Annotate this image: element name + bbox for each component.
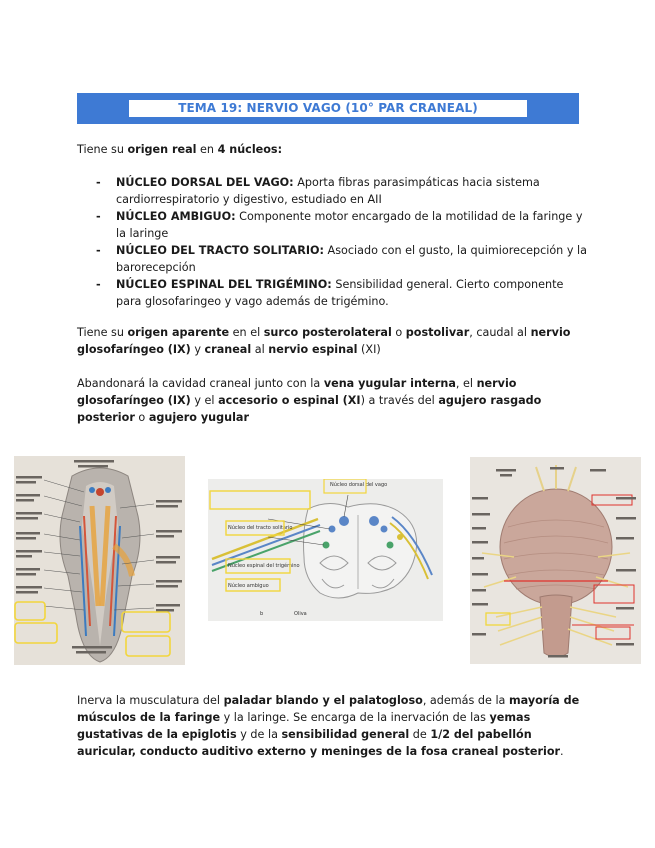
list-dash: -	[96, 244, 101, 257]
label-nucleo-dorsal: Núcleo dorsal del vago	[330, 482, 388, 488]
text: Tiene su	[77, 326, 128, 339]
exit-paragraph	[77, 375, 582, 426]
intro-bold: origen real	[127, 143, 197, 156]
bold-text: nervio espinal	[268, 343, 358, 356]
text: , el	[455, 377, 477, 390]
bold-text: paladar blando y el palatogloso	[223, 694, 423, 707]
text: y	[190, 343, 205, 356]
text: y de la	[236, 728, 282, 741]
text: , caudal al	[469, 326, 531, 339]
text: al	[251, 343, 269, 356]
brainstem-nuclei-illustration	[14, 456, 185, 665]
bold-text: accesorio o espinal (XI	[218, 394, 361, 407]
text: , además de la	[422, 694, 509, 707]
text: en el	[229, 326, 264, 339]
medulla-cross-section-figure	[208, 479, 443, 621]
label-espinal-trigemino: Núcleo espinal del trigémino	[228, 563, 300, 569]
bold-text: agujero rasgado posterior	[77, 394, 542, 424]
bold-text: vena yugular interna	[323, 377, 456, 390]
text: (XI)	[357, 343, 381, 356]
nucleus-description: Aporta fibras parasimpáticas hacia sistema cardiorrespiratorio y digestivo, estudiado en AII	[116, 176, 540, 206]
title-banner	[77, 93, 579, 124]
label-ambiguo: Núcleo ambiguo	[228, 583, 269, 589]
bold-text: origen aparente	[127, 326, 230, 339]
list-dash: -	[96, 278, 101, 291]
bold-text: 1/2 del pabellón auricular, conducto auditivo externo y meninges de la fosa craneal posterior	[77, 728, 561, 758]
intro-bold: 4 núcleos:	[217, 143, 283, 156]
bold-text: nervio glosofaríngeo (IX)	[77, 377, 517, 407]
bold-text: surco posterolateral	[263, 326, 392, 339]
brainstem-nuclei-figure	[14, 456, 185, 665]
text: Inerva la musculatura del	[77, 694, 224, 707]
text: o	[391, 326, 406, 339]
nucleus-description: Componente motor encargado de la motilidad de la faringe y la laringe	[116, 210, 583, 240]
brainstem-cranial-nerves-figure	[470, 457, 641, 664]
list-dash: -	[96, 176, 101, 189]
bold-text: yemas gustativas de la epiglotis	[77, 711, 531, 741]
text: ) a través del	[360, 394, 439, 407]
innervation-paragraph	[77, 692, 587, 760]
list-dash: -	[96, 210, 101, 223]
list-item	[77, 174, 587, 208]
origin-paragraph	[77, 324, 582, 358]
bold-text: postolivar	[405, 326, 470, 339]
list-item	[77, 276, 587, 310]
intro-text: Tiene su	[77, 143, 128, 156]
medulla-cross-section-illustration	[208, 479, 443, 621]
text: y la laringe. Se encarga de la inervación de las	[220, 711, 490, 724]
bold-text: nervio glosofaríngeo (IX)	[77, 326, 571, 356]
intro-text: en	[196, 143, 218, 156]
figure-letter: b	[260, 611, 264, 617]
bold-text: craneal	[204, 343, 252, 356]
label-oliva: Oliva	[294, 611, 307, 617]
nucleus-description: Sensibilidad general. Cierto componente para glosofaringeo y vago además de trigémino.	[116, 278, 564, 308]
nucleus-name: NÚCLEO AMBIGUO:	[116, 210, 236, 223]
intro-paragraph	[77, 141, 582, 158]
bold-text: mayoría de músculos de la faringe	[77, 694, 580, 724]
brainstem-cranial-nerves-illustration	[470, 457, 641, 664]
nucleus-name: NÚCLEO DEL TRACTO SOLITARIO:	[116, 244, 324, 257]
text: de	[409, 728, 431, 741]
nucleus-name: NÚCLEO DORSAL DEL VAGO:	[116, 176, 294, 189]
text: y el	[190, 394, 219, 407]
text: .	[560, 745, 564, 758]
nucleus-description: Asociado con el gusto, la quimiorecepción y la barorecepción	[116, 244, 587, 274]
nucleus-name: NÚCLEO ESPINAL DEL TRIGÉMINO:	[116, 278, 332, 291]
bold-text: sensibilidad general	[281, 728, 410, 741]
bold-text: agujero yugular	[148, 411, 250, 424]
list-item	[77, 242, 587, 276]
text: Abandonará la cavidad craneal junto con la	[77, 377, 324, 390]
page-title: TEMA 19: NERVIO VAGO (10° PAR CRANEAL)	[129, 100, 527, 117]
nuclei-list	[77, 174, 587, 310]
list-item	[77, 208, 587, 242]
text: o	[134, 411, 149, 424]
label-tracto-solitario: Núcleo del tracto solitario	[228, 525, 293, 531]
